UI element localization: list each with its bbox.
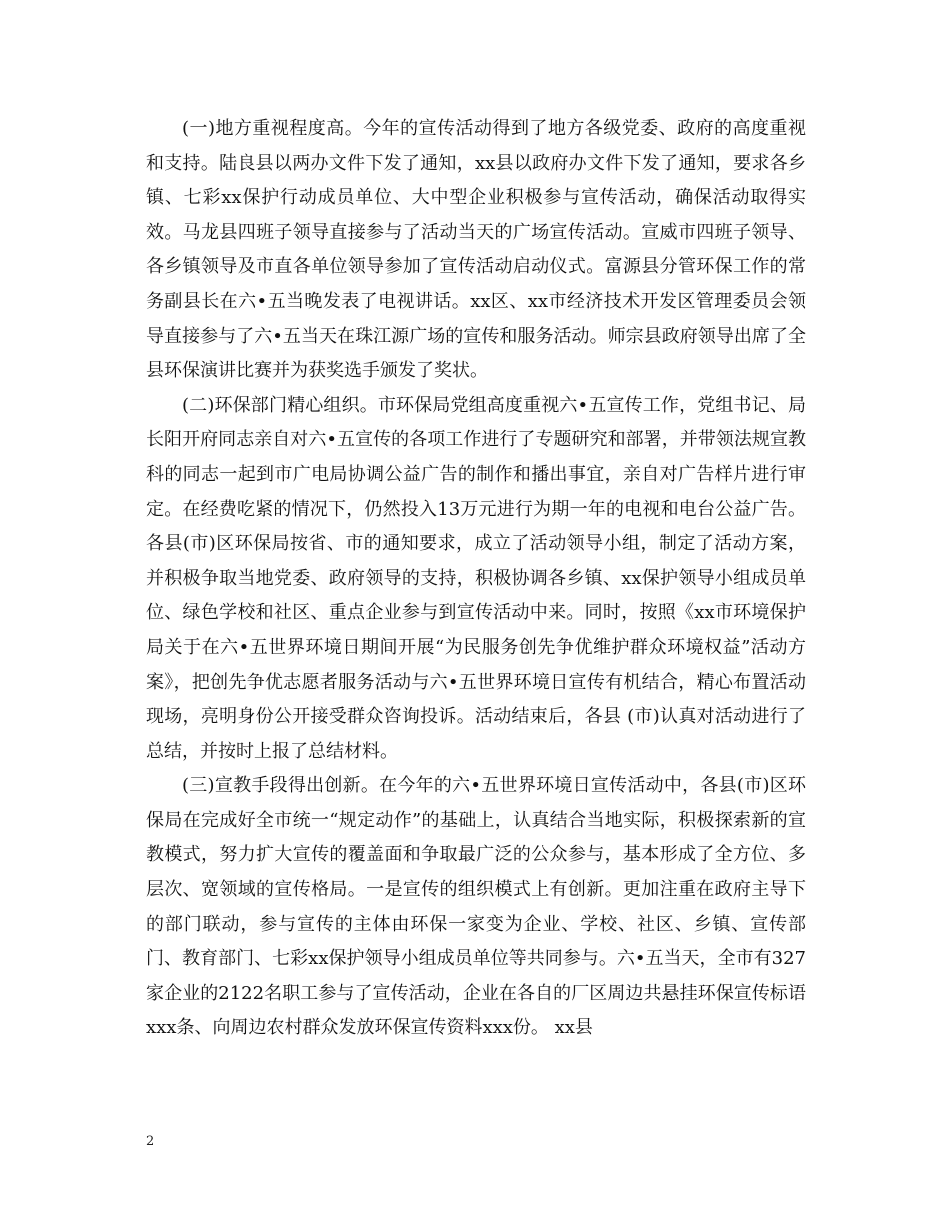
document-body: [146, 112, 806, 1046]
page-number: 2: [146, 1134, 155, 1149]
paragraph-education-innovation: (三)宣教手段得出创新。在今年的六•五世界环境日宣传活动中，各县(市)区环保局在完成好全市统一“规定动作”的基础上，认真结合当地实际，积极探索新的宣教模式，努力扩大宣传的覆盖面和争取最广泛的公众参与，基本形成了全方位、多层次、宽领域的宣传格局。一是宣传的组织模式上有创新。更加注重在政府主导下的部门联动，参与宣传的主体由环保一家变为企业、学校、社区、乡镇、宣传部门、教育部门、七彩xx保护领导小组成员单位等共同参与。六•五当天，全市有327家企业的2122名职工参与了宣传活动，企业在各自的厂区周边共悬挂环保宣传标语xxx条、向周边农村群众发放环保宣传资料xxx份。 xx县: [146, 775, 806, 1039]
paragraph-local-attention: (一)地方重视程度高。今年的宣传活动得到了地方各级党委、政府的高度重视和支持。陆良县以两办文件下发了通知，xx县以政府办文件下发了通知，要求各乡镇、七彩xx保护行动成员单位、大中型企业积极参与宣传活动，确保活动取得实效。马龙县四班子领导直接参与了活动当天的广场宣传活动。宣威市四班子领导、各乡镇领导及市直各单位领导参加了宣传活动启动仪式。富源县分管环保工作的常务副县长在六•五当晚发表了电视讲话。xx区、xx市经济技术开发区管理委员会领导直接参与了六•五当天在珠江源广场的宣传和服务活动。师宗县政府领导出席了全县环保演讲比赛并为获奖选手颁发了奖状。: [146, 118, 806, 382]
paragraph-department-organization: (二)环保部门精心组织。市环保局党组高度重视六•五宣传工作，党组书记、局长阳开府同志亲自对六•五宣传的各项工作进行了专题研究和部署，并带领法规宣教科的同志一起到市广电局协调公益广告的制作和播出事宜，亲自对广告样片进行审定。在经费吃紧的情况下，仍然投入13万元进行为期一年的电视和电台公益广告。各县(市)区环保局按省、市的通知要求，成立了活动领导小组，制定了活动方案，并积极争取当地党委、政府领导的支持，积极协调各乡镇、xx保护领导小组成员单位、绿色学校和社区、重点企业参与到宣传活动中来。同时，按照《xx市环境保护局关于在六•五世界环境日期间开展“为民服务创先争优维护群众环境权益”活动方案》，把创先争优志愿者服务活动与六•五世界环境日宣传有机结合，精心布置活动现场，亮明身份公开接受群众咨询投诉。活动结束后，各县 (市)认真对活动进行了总结，并按时上报了总结材料。: [146, 394, 806, 762]
